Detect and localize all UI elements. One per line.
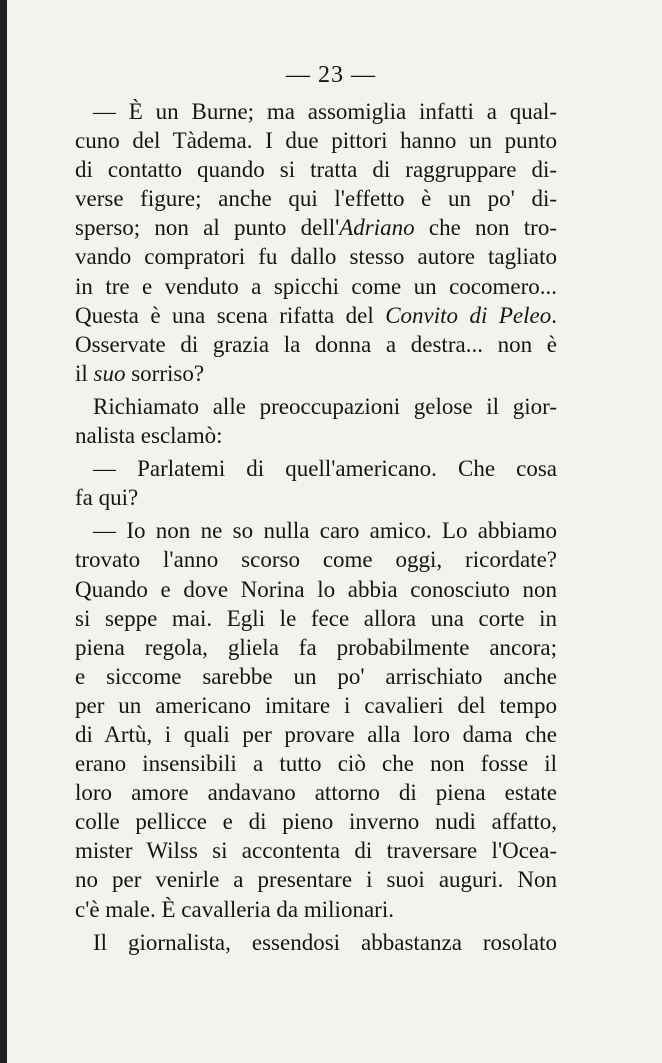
- italic-title: Adriano: [339, 215, 415, 241]
- text-line: Questa è una scena rifatta del Convito di Peleo.: [75, 302, 557, 328]
- body-text: [75, 97, 557, 957]
- text-line: — Parlatemi di quell'americano. Che cosa: [93, 456, 557, 482]
- italic-title: suo: [93, 360, 126, 386]
- text-line: — Io non ne so nulla caro amico. Lo abbiamo: [93, 518, 557, 544]
- text-line: erano insensibili a tutto ciò che non fosse il: [75, 751, 557, 777]
- text-line: — È un Burne; ma assomiglia infatti a qual-: [93, 99, 557, 124]
- text-line: di Artù, i quali per provare alla loro dama che: [75, 721, 557, 747]
- page-number: — 23 —: [286, 62, 376, 88]
- text-line: Richiamato alle preoccupazioni gelose il gior-: [93, 393, 557, 419]
- text-line: Quando e dove Norina lo abbia conosciuto non: [75, 576, 557, 602]
- text-line: e siccome sarebbe un po' arrischiato anche: [75, 663, 557, 689]
- text-line: c'è male. È cavalleria da milionari.: [75, 896, 394, 922]
- text-line: fa qui?: [75, 485, 139, 511]
- text-line: di contatto quando si tratta di raggruppare di-: [75, 157, 557, 183]
- binding-edge: [0, 0, 7, 1063]
- text-line: Il giornalista, essendosi abbastanza rosolato: [93, 929, 557, 955]
- text-line: colle pellicce e di pieno inverno nudi affatto,: [75, 809, 557, 835]
- text-line: mister Wilss si accontenta di traversare l'Ocea-: [75, 838, 557, 864]
- italic-title: Convito di Peleo: [385, 302, 552, 328]
- text-line: trovato l'anno scorso come oggi, ricordate?: [75, 547, 557, 573]
- text-line: no per venirle a presentare i suoi auguri. Non: [75, 867, 557, 893]
- text-line: piena regola, gliela fa probabilmente ancora;: [75, 634, 557, 660]
- text-line: per un americano imitare i cavalieri del tempo: [75, 692, 557, 718]
- text-line: si seppe mai. Egli le fece allora una corte in: [75, 605, 557, 631]
- text-line: nalista esclamò:: [75, 423, 223, 449]
- text-line: sperso; non al punto dell'Adriano che non tro-: [75, 215, 557, 241]
- text-line: loro amore andavano attorno di piena estate: [75, 780, 557, 806]
- text-line: cuno del Tàdema. I due pittori hanno un punto: [75, 128, 557, 154]
- text-line: il suo sorriso?: [75, 360, 205, 386]
- text-line: in tre e venduto a spicchi come un cocomero...: [75, 273, 557, 299]
- text-line: verse figure; anche qui l'effetto è un po' di-: [75, 186, 557, 212]
- text-line: vando compratori fu dallo stesso autore tagliato: [75, 244, 557, 270]
- text-line: Osservate di grazia la donna a destra... non è: [75, 331, 557, 357]
